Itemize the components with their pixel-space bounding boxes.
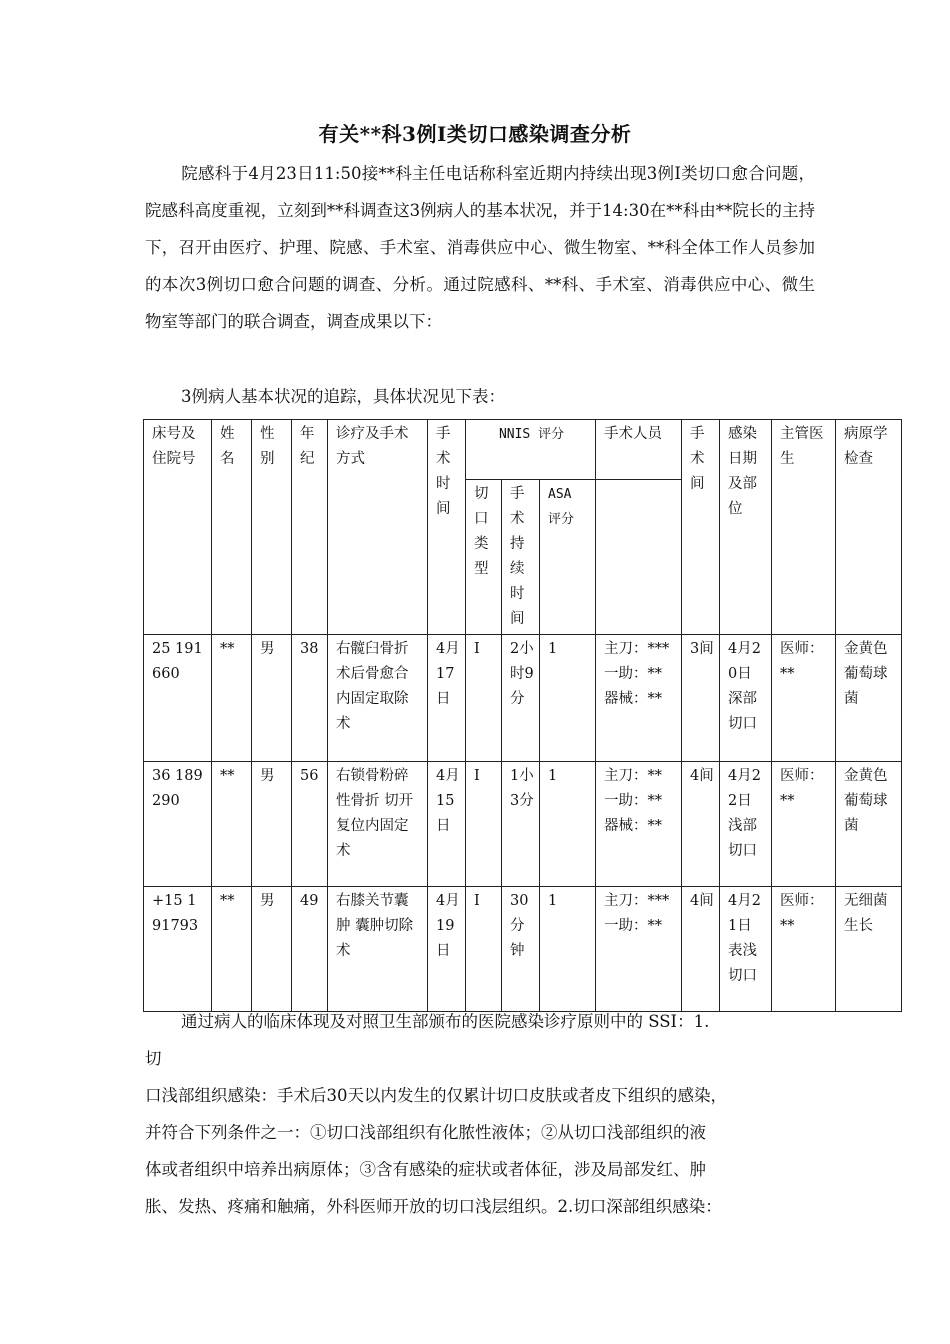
- header-pathology: 病原学检查: [836, 420, 902, 635]
- cell-sex: 男: [252, 762, 292, 887]
- cell-diagnosis: 右膝关节囊肿 囊肿切除术: [328, 887, 428, 1012]
- header-infection-date: 感染日期及部位: [720, 420, 772, 635]
- cell-sex: 男: [252, 635, 292, 762]
- cell-infection-date: 4月20日深部切口: [720, 635, 772, 762]
- cell-asa: 1: [540, 635, 596, 762]
- header-doctor: 主管医生: [772, 420, 836, 635]
- cell-pathology: 金黄色葡萄球菌: [836, 635, 902, 762]
- intro-paragraph: [145, 155, 815, 340]
- cell-op-time: 4月15日: [428, 762, 466, 887]
- cell-pathology: 金黄色葡萄球菌: [836, 762, 902, 887]
- header-diagnosis: 诊疗及手术方式: [328, 420, 428, 635]
- cell-op-duration: 2小时9分: [502, 635, 540, 762]
- header-sex: 性别: [252, 420, 292, 635]
- cell-bed-no: 36 189290: [144, 762, 212, 887]
- table-row: [144, 762, 902, 887]
- cell-doctor: 医师：**: [772, 762, 836, 887]
- table-intro-text: 3例病人基本状况的追踪，具体状况见下表：: [181, 387, 505, 406]
- header-bed-no: 床号及住院号: [144, 420, 212, 635]
- cell-diagnosis: 右锁骨粉碎性骨折 切开复位内固定术: [328, 762, 428, 887]
- closing-line: 体或者组织中培养出病原体；③含有感染的症状或者体征，涉及局部发红、肿: [145, 1160, 706, 1179]
- cell-bed-no: 25 191660: [144, 635, 212, 762]
- cell-pathology: 无细菌生长: [836, 887, 902, 1012]
- cell-age: 49: [292, 887, 328, 1012]
- cell-incision-type: Ⅰ: [466, 887, 502, 1012]
- table-intro-paragraph: [145, 378, 815, 415]
- header-incision-type: 切口类型: [466, 480, 502, 635]
- cell-name: **: [212, 887, 252, 1012]
- intro-paragraph-text: 院感科于4月23日11:50接**科主任电话称科室近期内持续出现3例Ⅰ类切口愈合问题，院感科高度重视，立刻到**科调查这3例病人的基本状况，并于14:30在**科由**院长的主持下，召开由医疗、护理、院感、手术室、消毒供应中心、微生物室、**科全体工作人员参加的本次3例切口愈合问题的调查、分析。通过院感科、**科、手术室、消毒供应中心、微生物室等部门的联合调查，调查成果以下：: [145, 164, 815, 331]
- cell-infection-date: 4月22日浅部切口: [720, 762, 772, 887]
- cell-room: 4间: [682, 887, 720, 1012]
- cell-doctor: 医师：**: [772, 887, 836, 1012]
- table-row: [144, 635, 902, 762]
- cell-op-time: 4月17日: [428, 635, 466, 762]
- cell-diagnosis: 右髋臼骨折术后骨愈合 内固定取除术: [328, 635, 428, 762]
- closing-paragraph: [145, 1003, 815, 1225]
- closing-line: 胀、发热、疼痛和触痛，外科医师开放的切口浅层组织。2.切口深部组织感染：: [145, 1197, 722, 1216]
- closing-line: [145, 1003, 815, 1040]
- cell-op-time: 4月19日: [428, 887, 466, 1012]
- header-staff: 手术人员: [596, 420, 682, 480]
- closing-line: 并符合下列条件之一：①切口浅部组织有化脓性液体；②从切口浅部组织的液: [145, 1123, 706, 1142]
- cell-incision-type: Ⅰ: [466, 635, 502, 762]
- header-name: 姓名: [212, 420, 252, 635]
- cell-staff: 主刀：*** 一助：** 器械：**: [596, 635, 682, 762]
- cell-age: 56: [292, 762, 328, 887]
- cell-infection-date: 4月21日表浅切口: [720, 887, 772, 1012]
- header-age: 年纪: [292, 420, 328, 635]
- header-room: 手术间: [682, 420, 720, 635]
- cell-asa: 1: [540, 762, 596, 887]
- cell-staff: 主刀：** 一助：** 器械：**: [596, 762, 682, 887]
- document-title: 有关**科3例Ⅰ类切口感染调查分析: [318, 122, 632, 146]
- case-table: [143, 419, 902, 1012]
- cell-staff: 主刀：*** 一助：**: [596, 887, 682, 1012]
- cell-asa: 1: [540, 887, 596, 1012]
- cell-name: **: [212, 635, 252, 762]
- header-staff-blank: [596, 480, 682, 635]
- header-op-time: 手术时间: [428, 420, 466, 635]
- cell-room: 4间: [682, 762, 720, 887]
- table-row: [144, 887, 902, 1012]
- cell-age: 38: [292, 635, 328, 762]
- cell-sex: 男: [252, 887, 292, 1012]
- cell-op-duration: 30分钟: [502, 887, 540, 1012]
- cell-name: **: [212, 762, 252, 887]
- header-op-duration: 手术持续时间: [502, 480, 540, 635]
- cell-incision-type: Ⅰ: [466, 762, 502, 887]
- cell-op-duration: 1小3分: [502, 762, 540, 887]
- header-nnis: NNIS 评分: [466, 420, 596, 480]
- cell-room: 3间: [682, 635, 720, 762]
- cell-bed-no: +15 191793: [144, 887, 212, 1012]
- closing-line: 口浅部组织感染：手术后30天以内发生的仅累计切口皮肤或者皮下组织的感染，: [145, 1086, 727, 1105]
- closing-line-text: 通过病人的临床体现及对照卫生部颁布的医院感染诊疗原则中的 SSI：1.: [181, 1012, 710, 1031]
- header-asa: ASA 评分: [540, 480, 596, 635]
- cell-doctor: 医师：**: [772, 635, 836, 762]
- closing-line: 切: [145, 1049, 162, 1068]
